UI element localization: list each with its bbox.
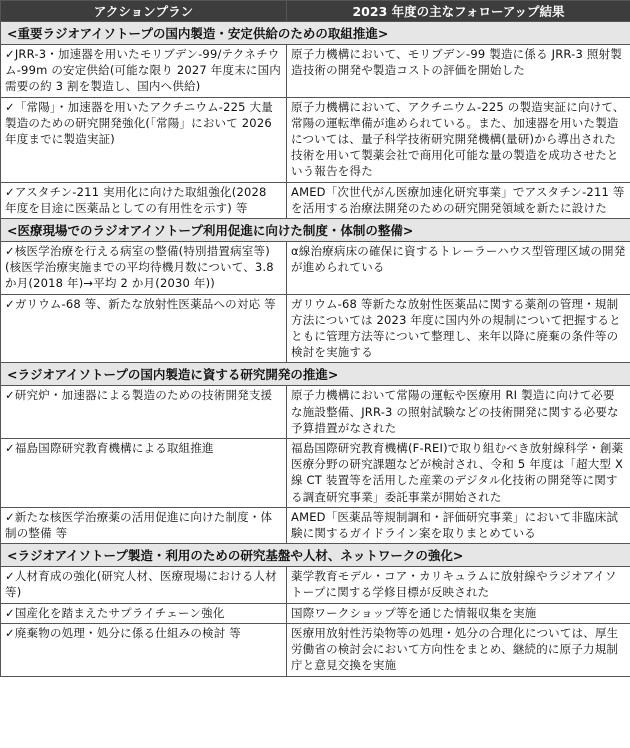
table-row [1,182,630,218]
follow-up-result-cell: α線治療病床の確保に資するトレーラーハウス型管理区域の開発が進められている [287,242,630,295]
follow-up-result-cell: 原子力機構において常陽の運転や医療用 RI 製造に向けて必要な施設整備、JRR-3 の照射試験などの技術開発に関する必要な予算措置がなされた [287,386,630,439]
check-icon: ✓ [5,47,15,61]
action-plan-text: ガリウム-68 等、新たな放射性医薬品への対応 等 [14,296,276,311]
section-title: <ラジオアイソトープ製造・利用のための研究基盤や人材、ネットワークの強化> [1,544,630,567]
action-plan-text: 「常陽」・加速器を用いたアクチニウム-225 大量製造のための研究開発強化(「常陽」において 2026 年度までに製造実証) [5,99,273,147]
table-row [1,242,630,295]
follow-up-result-cell: AMED「次世代がん医療加速化研究事業」でアスタチン-211 等を活用する治療法開発のための研究開発領域を新たに設けた [287,182,630,218]
table-row [1,567,630,603]
action-plan-cell [1,603,287,623]
action-plan-cell [1,242,287,295]
action-plan-cell [1,97,287,182]
check-icon: ✓ [5,388,15,403]
table-row [1,623,630,676]
action-plan-text: 研究炉・加速器による製造のための技術開発支援 [14,388,273,403]
section-title: <ラジオアイソトープの国内製造に資する研究開発の推進> [1,363,630,386]
action-plan-text: 核医学治療を行える病室の整備(特別措置病室等)(核医学治療実施までの平均待機月数について、3.8 か月(2018 年)→平均 2 か月(2030 年)) [5,244,274,291]
action-plan-text: 人材育成の強化(研究人材、医療現場における人材 等) [5,569,277,600]
header-action-plan: アクションプラン [1,1,287,22]
section-title: <重要ラジオアイソトープの国内製造・安定供給のための取組推進> [1,22,630,45]
action-plan-cell [1,567,287,603]
section-title: <医療現場でのラジオアイソトープ利用促進に向けた制度・体制の整備> [1,219,630,242]
action-plan-text: JRR-3・加速器を用いたモリブデン-99/テクネチウム-99m の安定供給(可能な限り 2027 年度末に国内需要の約 3 割を製造し、国内へ供給) [5,47,282,94]
action-plan-text: 国産化を踏まえたサプライチェーン強化 [14,605,225,620]
section-row [1,544,630,567]
section-row [1,363,630,386]
check-icon: ✓ [5,184,15,199]
follow-up-result-cell: AMED「医薬品等規制調和・評価研究事業」において非臨床試験に関するガイドライン案を取りまとめている [287,507,630,543]
table-row [1,386,630,439]
action-plan-text: 福島国際研究教育機構による取組推進 [14,441,214,456]
action-plan-cell [1,45,287,98]
check-icon: ✓ [5,605,15,620]
section-row [1,219,630,242]
check-icon: ✓ [5,441,15,456]
check-icon: ✓ [5,244,15,259]
follow-up-result-cell: 原子力機構において、モリブデン-99 製造に係る JRR-3 照射製造技術の開発や製造コストの評価を開始した [287,45,630,98]
table-row [1,603,630,623]
action-plan-cell [1,386,287,439]
table-header-row [1,1,630,22]
action-plan-cell [1,294,287,363]
action-plan-cell [1,623,287,676]
table-row [1,294,630,363]
check-icon: ✓ [5,625,15,640]
action-plan-cell [1,182,287,218]
check-icon: ✓ [5,296,15,311]
follow-up-result-cell: 医療用放射性汚染物等の処理・処分の合理化については、厚生労働省の検討会において方向性をまとめ、継続的に原子力規制庁と意見交換を実施 [287,623,630,676]
check-icon: ✓ [5,509,15,524]
action-plan-text: アスタチン-211 実用化に向けた取組強化(2028 年度を目途に医薬品としての有用性を示す) 等 [5,184,267,215]
action-plan-text: 新たな核医学治療薬の活用促進に向けた制度・体制の整備 等 [5,509,273,541]
follow-up-result-cell: ガリウム-68 等新たな放射性医薬品に関する薬剤の管理・規制方法については 2023 年度に国内外の規制について把握するとともに管理方法等について整理し、来年以降に廃棄の条件等の検討を実施する [287,294,630,363]
table-row [1,439,630,508]
follow-up-result-cell: 国際ワークショップ等を通じた情報収集を実施 [287,603,630,623]
check-icon: ✓ [5,569,15,584]
header-follow-up-results: 2023 年度の主なフォローアップ結果 [287,1,630,22]
action-plan-text: 廃棄物の処理・処分に係る仕組みの検討 等 [14,625,241,640]
section-row [1,22,630,45]
follow-up-result-cell: 薬学教育モデル・コア・カリキュラムに放射線やラジオアイソトープに関する学修目標が反映された [287,567,630,603]
table-row [1,507,630,543]
follow-up-result-cell: 福島国際研究教育機構(F-REI)で取り組むべき放射線科学・創薬医療分野の研究課題などが検討され、令和 5 年度は「超大型 X 線 CT 装置等を活用した産業のデジタル化技術の開発等に関する調査研究事業」委託事業が開始された [287,439,630,508]
action-plan-cell [1,439,287,508]
action-plan-cell [1,507,287,543]
table-row [1,45,630,98]
check-icon: ✓ [5,99,15,114]
table-row [1,97,630,182]
follow-up-result-cell: 原子力機構において、アクチニウム-225 の製造実証に向けて、常陽の運転準備が進められている。また、加速器を用いた製造については、量子科学技術研究開発機構(量研)から導出された技術を用いて製薬会社で商用化可能な量の製造を成功させたという報告を得た [287,97,630,182]
